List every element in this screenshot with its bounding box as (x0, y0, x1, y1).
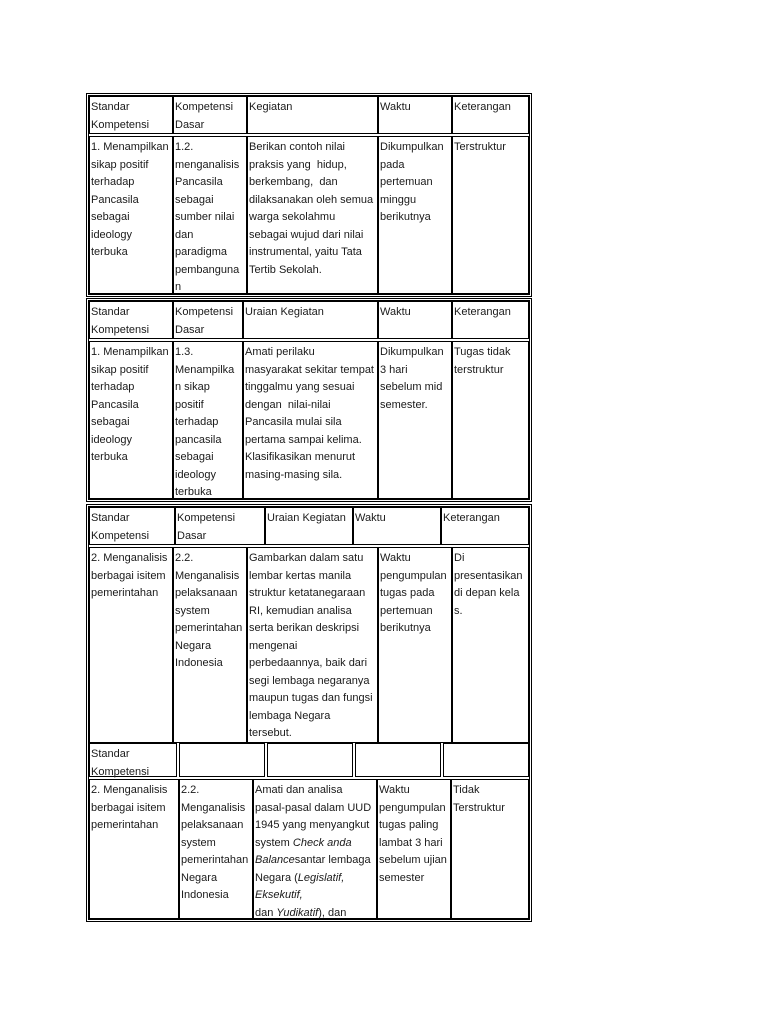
header-standar-kompetensi: Standar Kompetensi (89, 507, 175, 545)
cell-standar-kompetensi: 2. Menganalisis berbagai isitem pemerintahan (89, 779, 179, 919)
cell-standar-kompetensi: 1. Menampilkan sikap positif terhadap Pancasila sebagai ideology terbuka (89, 341, 173, 499)
header-empty-cell (267, 743, 353, 777)
cell-kompetensi-dasar: 2.2. Menganalisis pelaksanaan system pemerintahan Negara Indonesia (173, 547, 247, 743)
cell-waktu: Dikumpulkan pada pertemuan minggu berikutnya (378, 136, 452, 294)
cell-keterangan: Tugas tidak terstruktur (452, 341, 529, 499)
cell-kompetensi-dasar: 2.2. Menganalisis pelaksanaan system pemerintahan Negara Indonesia (179, 779, 253, 919)
cell-waktu: Waktu pengumpulan tugas paling lambat 3 hari sebelum ujian semester (377, 779, 451, 919)
header-waktu: Waktu (353, 507, 441, 545)
cell-uraian-kegiatan (253, 779, 377, 919)
activity-table-1 (86, 93, 532, 297)
header-kompetensi-dasar: Kompetensi Dasar (175, 507, 265, 545)
header-uraian-kegiatan: Uraian Kegiatan (243, 301, 378, 339)
header-waktu: Waktu (378, 301, 452, 339)
cell-kompetensi-dasar: 1.2. menganalisis Pancasila sebagai sumber nilai dan paradigma pembanguna n (173, 136, 247, 294)
cell-kegiatan: Berikan contoh nilai praksis yang hidup, berkembang, dan dilaksanakan oleh semua warga sekolahmu sebagai wujud dari nilai instrumental, yaitu Tata Tertib Sekolah. (247, 136, 378, 294)
kegiatan-text: Amati dan analisa pasal-pasal dalam UUD 1945 yang menyangkut system Check anda Balancesantar lembaga Negara (Legislatif, Eksekutif, dan Yudikatif), dan (255, 784, 372, 919)
activity-table-3 (86, 504, 532, 922)
header-kompetensi-dasar: Kompetensi Dasar (173, 301, 243, 339)
cell-waktu: Dikumpulkan 3 hari sebelum mid semester. (378, 341, 452, 499)
header-empty-cell (443, 743, 529, 777)
cell-keterangan: Terstruktur (452, 136, 529, 294)
cell-standar-kompetensi: 2. Menganalisis berbagai isitem pemerintahan (89, 547, 173, 743)
header-standar-kompetensi: Standar Kompetensi (89, 301, 173, 339)
header-keterangan: Keterangan (441, 507, 529, 545)
header-kompetensi-dasar: Kompetensi Dasar (173, 96, 247, 134)
cell-waktu: Waktu pengumpulan tugas pada pertemuan berikutnya (378, 547, 452, 743)
cell-standar-kompetensi: 1. Menampilkan sikap positif terhadap Pancasila sebagai ideology terbuka (89, 136, 173, 294)
header-standar-kompetensi: Standar Kompetensi (89, 96, 173, 134)
cell-keterangan: Tidak Terstruktur (451, 779, 529, 919)
header-standar-kompetensi: Standar Kompetensi (89, 743, 177, 777)
header-waktu: Waktu (378, 96, 452, 134)
header-empty-cell (179, 743, 265, 777)
header-keterangan: Keterangan (452, 301, 529, 339)
cell-kompetensi-dasar: 1.3. Menampilka n sikap positif terhadap pancasila sebagai ideology terbuka (173, 341, 243, 499)
header-empty-cell (355, 743, 441, 777)
header-keterangan: Keterangan (452, 96, 529, 134)
header-uraian-kegiatan: Uraian Kegiatan (265, 507, 353, 545)
cell-uraian-kegiatan: Amati perilaku masyarakat sekitar tempat tinggalmu yang sesuai dengan nilai-nilai Pancasila mulai sila pertama sampai kelima. Klasifikasikan menurut masing-masing sila. (243, 341, 378, 499)
cell-keterangan: Di presentasikan di depan kelas. (452, 547, 529, 743)
header-kegiatan: Kegiatan (247, 96, 378, 134)
cell-uraian-kegiatan: Gambarkan dalam satu lembar kertas manila struktur ketatanegaraan RI, kemudian analisa serta berikan deskripsi mengenai perbedaannya, baik dari segi lembaga negaranya maupun tugas dan fungsi lembaga Negara tersebut. (247, 547, 378, 743)
activity-table-2 (86, 298, 532, 502)
